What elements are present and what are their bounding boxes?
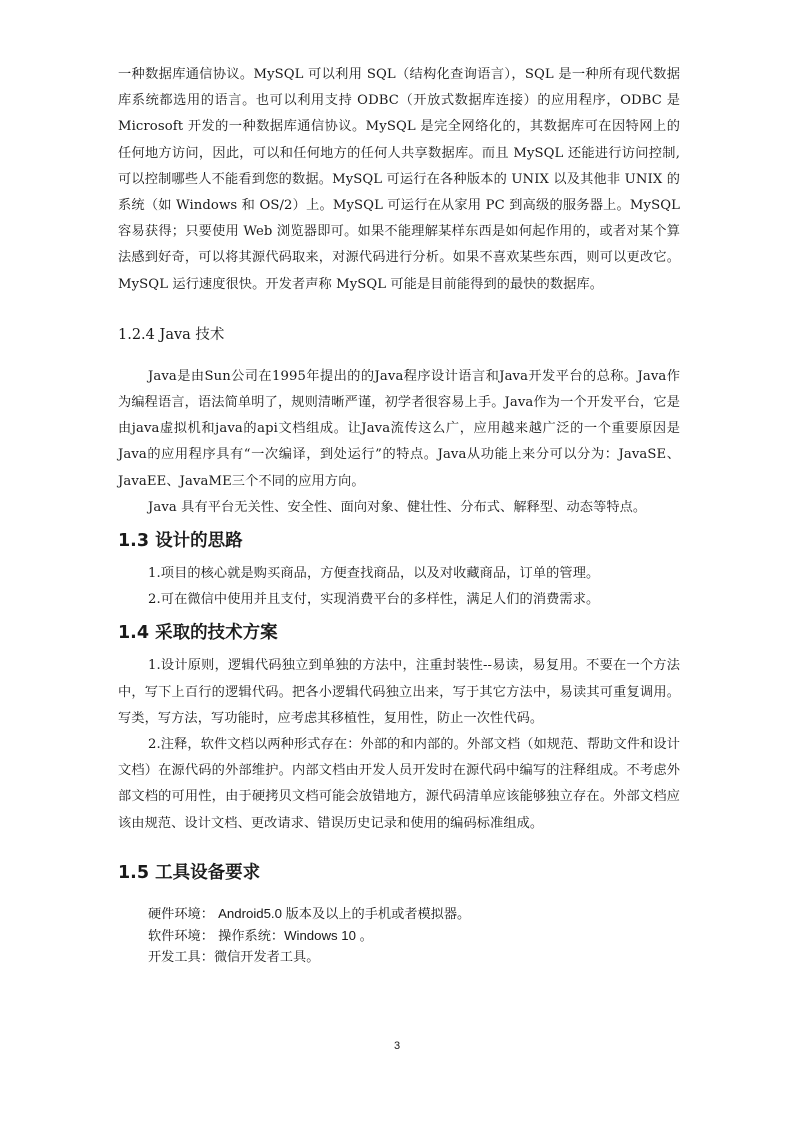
mysql-paragraph: 一种数据库通信协议。MySQL 可以利用 SQL（结构化查询语言），SQL 是一种所有现代数据库系统都选用的语言。也可以利用支持 ODBC（开放式数据库连接）的应用程序，ODBC 是 Microsoft 开发的一种数据库通信协议。MySQL 是完全网络化的，其数据库可在因特网上的任何地方访问，因此，可以和任何地方的任何人共享数据库。而且 MySQL 还能进行访问控制,可以控制哪些人不能看到您的数据。MySQL 可运行在各种版本的 UNIX 以及其他非 UNIX 的系统（如 Windows 和 OS/2）上。MySQL 可运行在从家用 PC 到高级的服务器上。MySQL 容易获得；只要使用 Web 浏览器即可。如果不能理解某样东西是如何起作用的，或者对某个算法感到好奇，可以将其源代码取来，对源代码进行分析。如果不喜欢某些东西，则可以更改它。MySQL 运行速度很快。开发者声称 MySQL 可能是目前能得到的最快的数据库。 — [118, 67, 680, 292]
dev-tool-value: 微信开发者工具。 — [213, 949, 320, 965]
java-heading: 1.2.4 Java 技术 — [118, 326, 225, 343]
tech-item-2: 2.注释，软件文档以两种形式存在：外部的和内部的。外部文档（如规范、帮助文件和设计文档）在源代码的外部维护。内部文档由开发人员开发时在源代码中编写的注释组成。不考虑外部文档的可用性，由于硬拷贝文档可能会放错地方，源代码清单应该能够独立存在。外部文档应该由规范、设计文档、更改请求、错误历史记录和使用的编码标准组成。 — [118, 737, 680, 831]
design-item-1: 1.项目的核心就是购买商品，方便查找商品，以及对收藏商品，订单的管理。 — [148, 566, 600, 582]
design-heading: 1.3 设计的思路 — [118, 531, 243, 552]
dev-tool-line — [148, 947, 680, 968]
software-value: 操作系统：Windows 10 。 — [218, 927, 373, 943]
software-line — [148, 925, 680, 947]
hardware-label: 硬件环境： — [148, 906, 214, 922]
hardware-line — [148, 903, 680, 925]
tools-list — [148, 903, 680, 968]
software-label: 软件环境： — [148, 928, 214, 944]
dev-tool-label: 开发工具： — [148, 949, 214, 965]
page-content — [118, 62, 680, 968]
design-item-2: 2.可在微信中使用并且支付，实现消费平台的多样性，满足人们的消费需求。 — [148, 592, 600, 608]
java-paragraph-2: Java 具有平台无关性、安全性、面向对象、健壮性、分布式、解释型、动态等特点。 — [148, 499, 647, 515]
tech-item-1: 1.设计原则，逻辑代码独立到单独的方法中，注重封装性--易读，易复用。不要在一个方法中，写下上百行的逻辑代码。把各小逻辑代码独立出来，写于其它方法中，易读其可重复调用。写类，写方法，写功能时，应考虑其移植性，复用性，防止一次性代码。 — [118, 658, 680, 726]
tech-heading: 1.4 采取的技术方案 — [118, 623, 278, 644]
tools-heading: 1.5 工具设备要求 — [118, 862, 261, 883]
page-number: 3 — [393, 1040, 401, 1052]
hardware-value: Android5.0 版本及以上的手机或者模拟器。 — [218, 905, 471, 921]
java-paragraph-1: Java是由Sun公司在1995年提出的的Java程序设计语言和Java开发平台的总称。Java作为编程语言，语法简单明了，规则清晰严谨，初学者很容易上手。Java作为一个开发平台，它是由java虚拟机和java的api文档组成。让Java流传这么广，应用越来越广泛的一个重要原因是Java的应用程序具有“一次编译，到处运行”的特点。Java从功能上来分可以分为：JavaSE、JavaEE、JavaME三个不同的应用方向。 — [118, 368, 680, 489]
